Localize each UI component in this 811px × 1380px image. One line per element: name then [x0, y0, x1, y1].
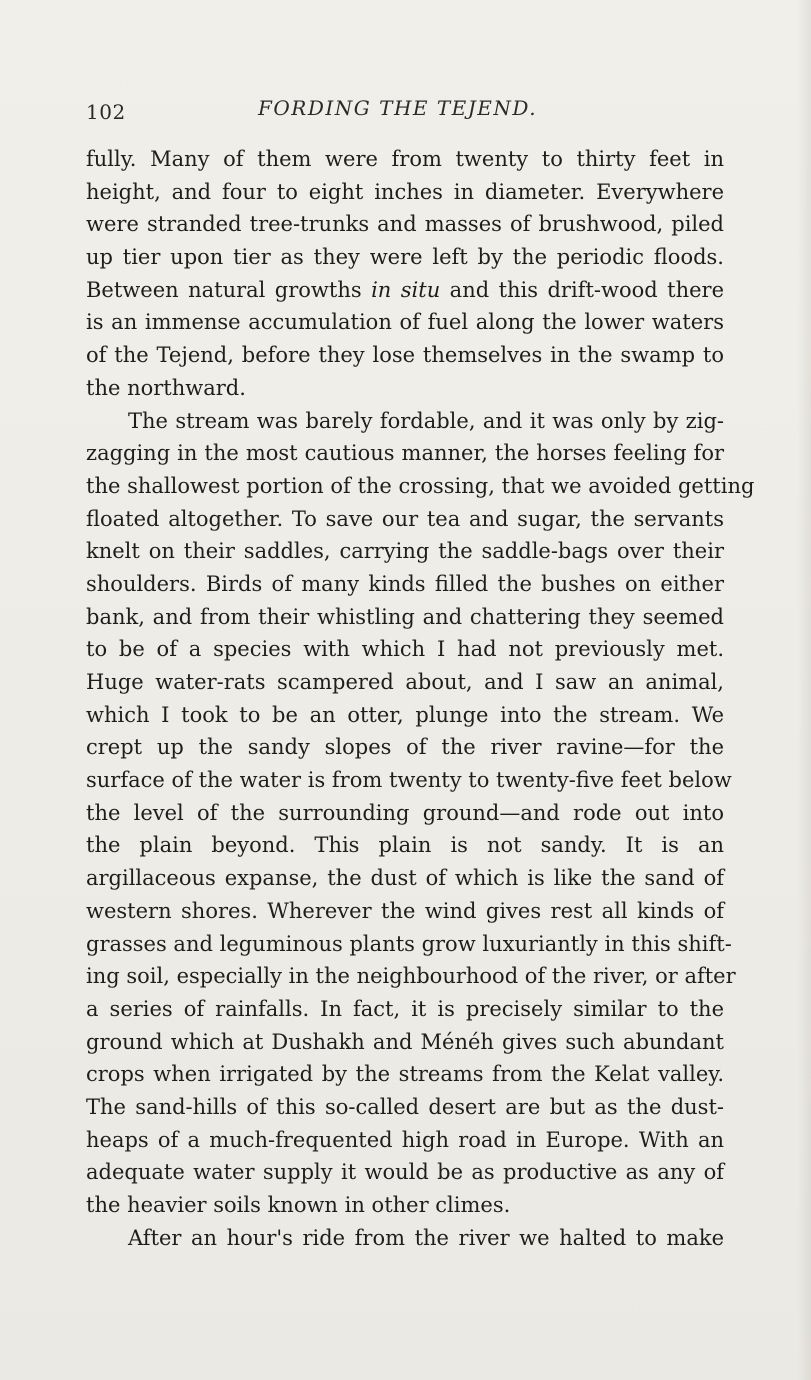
body-text	[86, 143, 755, 1254]
text-line: bank, and from their whistling and chattering they seemed	[86, 604, 724, 629]
text-line: grasses and leguminous plants grow luxuriantly in this shift-	[86, 931, 732, 956]
text-line: which I took to be an otter, plunge into the stream. We	[86, 702, 724, 727]
text-line: to be of a species with which I had not previously met.	[86, 637, 724, 662]
text-line: the northward.	[86, 375, 246, 400]
text-line: The stream was barely fordable, and it was only by zig-	[128, 408, 724, 433]
page-edge-shadow	[797, 0, 811, 1380]
text-line: height, and four to eight inches in diameter. Everywhere	[86, 179, 724, 204]
text-line: fully. Many of them were from twenty to thirty feet in	[86, 147, 724, 171]
text-line: a series of rainfalls. In fact, it is precisely similar to the	[86, 996, 724, 1021]
text-line: Between natural growths in situ and this drift-wood there	[86, 277, 724, 302]
page-number: 102	[86, 100, 126, 124]
text-line: up tier upon tier as they were left by the periodic floods.	[86, 245, 724, 270]
text-line: After an hour's ride from the river we halted to make	[128, 1225, 724, 1250]
running-head: FORDING THE TEJEND.	[258, 96, 538, 120]
text-line: heaps of a much-frequented high road in Europe. With an	[86, 1127, 724, 1152]
text-line: the plain beyond. This plain is not sandy. It is an	[86, 833, 724, 858]
text-line: surface of the water is from twenty to twenty-five feet below	[86, 768, 732, 793]
text-line: were stranded tree-trunks and masses of brushwood, piled	[86, 212, 724, 237]
text-line: argillaceous expanse, the dust of which is like the sand of	[86, 866, 724, 891]
text-line: crept up the sandy slopes of the river ravine—for the	[86, 735, 724, 760]
text-line: crops when irrigated by the streams from the Kelat valley.	[86, 1062, 724, 1087]
text-line: adequate water supply it would be as productive as any of	[86, 1160, 724, 1185]
page-header	[86, 96, 724, 126]
text-line: zagging in the most cautious manner, the horses feeling for	[86, 441, 724, 466]
text-line: floated altogether. To save our tea and sugar, the servants	[86, 506, 724, 531]
text-line: The sand-hills of this so-called desert are but as the dust-	[86, 1094, 724, 1119]
text-line: shoulders. Birds of many kinds filled the bushes on either	[86, 571, 724, 596]
text-line: of the Tejend, before they lose themselves in the swamp to	[86, 343, 724, 368]
text-line: Huge water-rats scampered about, and I saw an animal,	[86, 670, 724, 694]
text-line: is an immense accumulation of fuel along the lower waters	[86, 310, 724, 335]
text-line: ing soil, especially in the neighbourhood of the river, or after	[86, 964, 736, 989]
text-line: ground which at Dushakh and Ménéh gives such abundant	[86, 1029, 724, 1054]
text-line: the heavier soils known in other climes.	[86, 1193, 511, 1217]
text-line: western shores. Wherever the wind gives rest all kinds of	[86, 898, 724, 923]
text-line: the level of the surrounding ground—and rode out into	[86, 800, 724, 825]
text-line: the shallowest portion of the crossing, that we avoided getting	[86, 473, 755, 498]
text-line: knelt on their saddles, carrying the saddle-bags over their	[86, 539, 724, 564]
